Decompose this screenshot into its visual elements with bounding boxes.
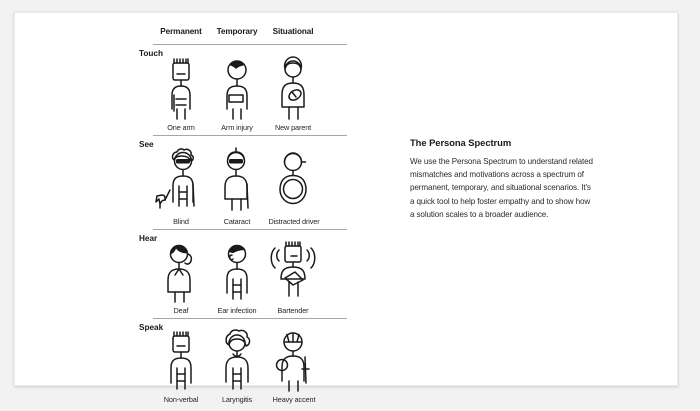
matrix-column-headers — [139, 27, 337, 43]
slide-card — [14, 12, 678, 404]
row-label-speak: Speak — [139, 323, 164, 332]
cell-touch-temporary — [209, 53, 265, 127]
caption-new-parent: New parent — [274, 123, 312, 132]
panel-body-text: We use the Persona Spectrum to understand related mismatches and motivations across a spectrum of permanent, temporary, and situational scenarios. It's a quick tool to help foster empathy and to show how a solution scales to a broader audience. — [410, 157, 593, 219]
caption-ear-infection: Ear infection — [217, 306, 257, 315]
person-arm-sling-icon — [211, 53, 263, 121]
cell-hear-permanent — [153, 238, 209, 312]
cell-speak-permanent — [153, 327, 209, 401]
caption-non-verbal: Non-verbal — [163, 395, 199, 404]
row-label-see: See — [139, 140, 154, 149]
cell-see-permanent — [153, 144, 209, 218]
column-header-temporary: Temporary — [216, 27, 258, 36]
row-divider-touch — [153, 135, 347, 136]
row-divider-hear — [153, 318, 347, 319]
person-bartender-noise-icon — [265, 238, 321, 304]
cell-see-temporary — [209, 144, 265, 218]
cell-hear-temporary — [209, 238, 265, 312]
person-laryngitis-icon — [211, 327, 263, 393]
person-ear-infection-icon — [211, 238, 263, 304]
caption-cataract: Cataract — [223, 217, 251, 226]
person-non-verbal-icon — [155, 327, 207, 393]
persona-spectrum-matrix — [139, 27, 337, 404]
person-deaf-signing-icon — [155, 238, 207, 304]
caption-laryngitis: Laryngitis — [221, 395, 253, 404]
column-header-situational: Situational — [272, 27, 314, 36]
cell-touch-permanent — [153, 53, 209, 127]
caption-one-arm: One arm — [167, 123, 195, 132]
person-holding-baby-icon — [267, 53, 319, 121]
cell-speak-temporary — [209, 327, 265, 401]
person-heavy-accent-icon — [265, 327, 321, 393]
caption-heavy-accent: Heavy accent — [272, 395, 316, 404]
row-label-hear: Hear — [139, 234, 158, 243]
cell-speak-situational — [265, 327, 321, 401]
row-divider-see — [153, 229, 347, 230]
caption-bartender: Bartender — [277, 306, 309, 315]
cell-touch-situational — [265, 53, 321, 127]
column-header-permanent: Permanent — [160, 27, 202, 36]
person-cataract-cane-icon — [211, 144, 263, 216]
panel-title: The Persona Spectrum — [410, 137, 512, 148]
caption-blind: Blind — [173, 217, 189, 226]
header-divider — [153, 44, 347, 45]
cell-hear-situational — [265, 238, 321, 312]
person-driving-car-icon — [267, 144, 319, 216]
row-label-touch: Touch — [139, 49, 163, 58]
person-blind-guide-dog-icon — [153, 144, 209, 216]
caption-deaf: Deaf — [173, 306, 189, 315]
persona-spectrum-panel — [410, 137, 596, 221]
person-one-arm-icon — [155, 53, 207, 121]
caption-distracted-driver: Distracted driver — [268, 217, 320, 226]
cell-see-situational — [265, 144, 321, 218]
caption-arm-injury: Arm injury — [221, 123, 253, 132]
